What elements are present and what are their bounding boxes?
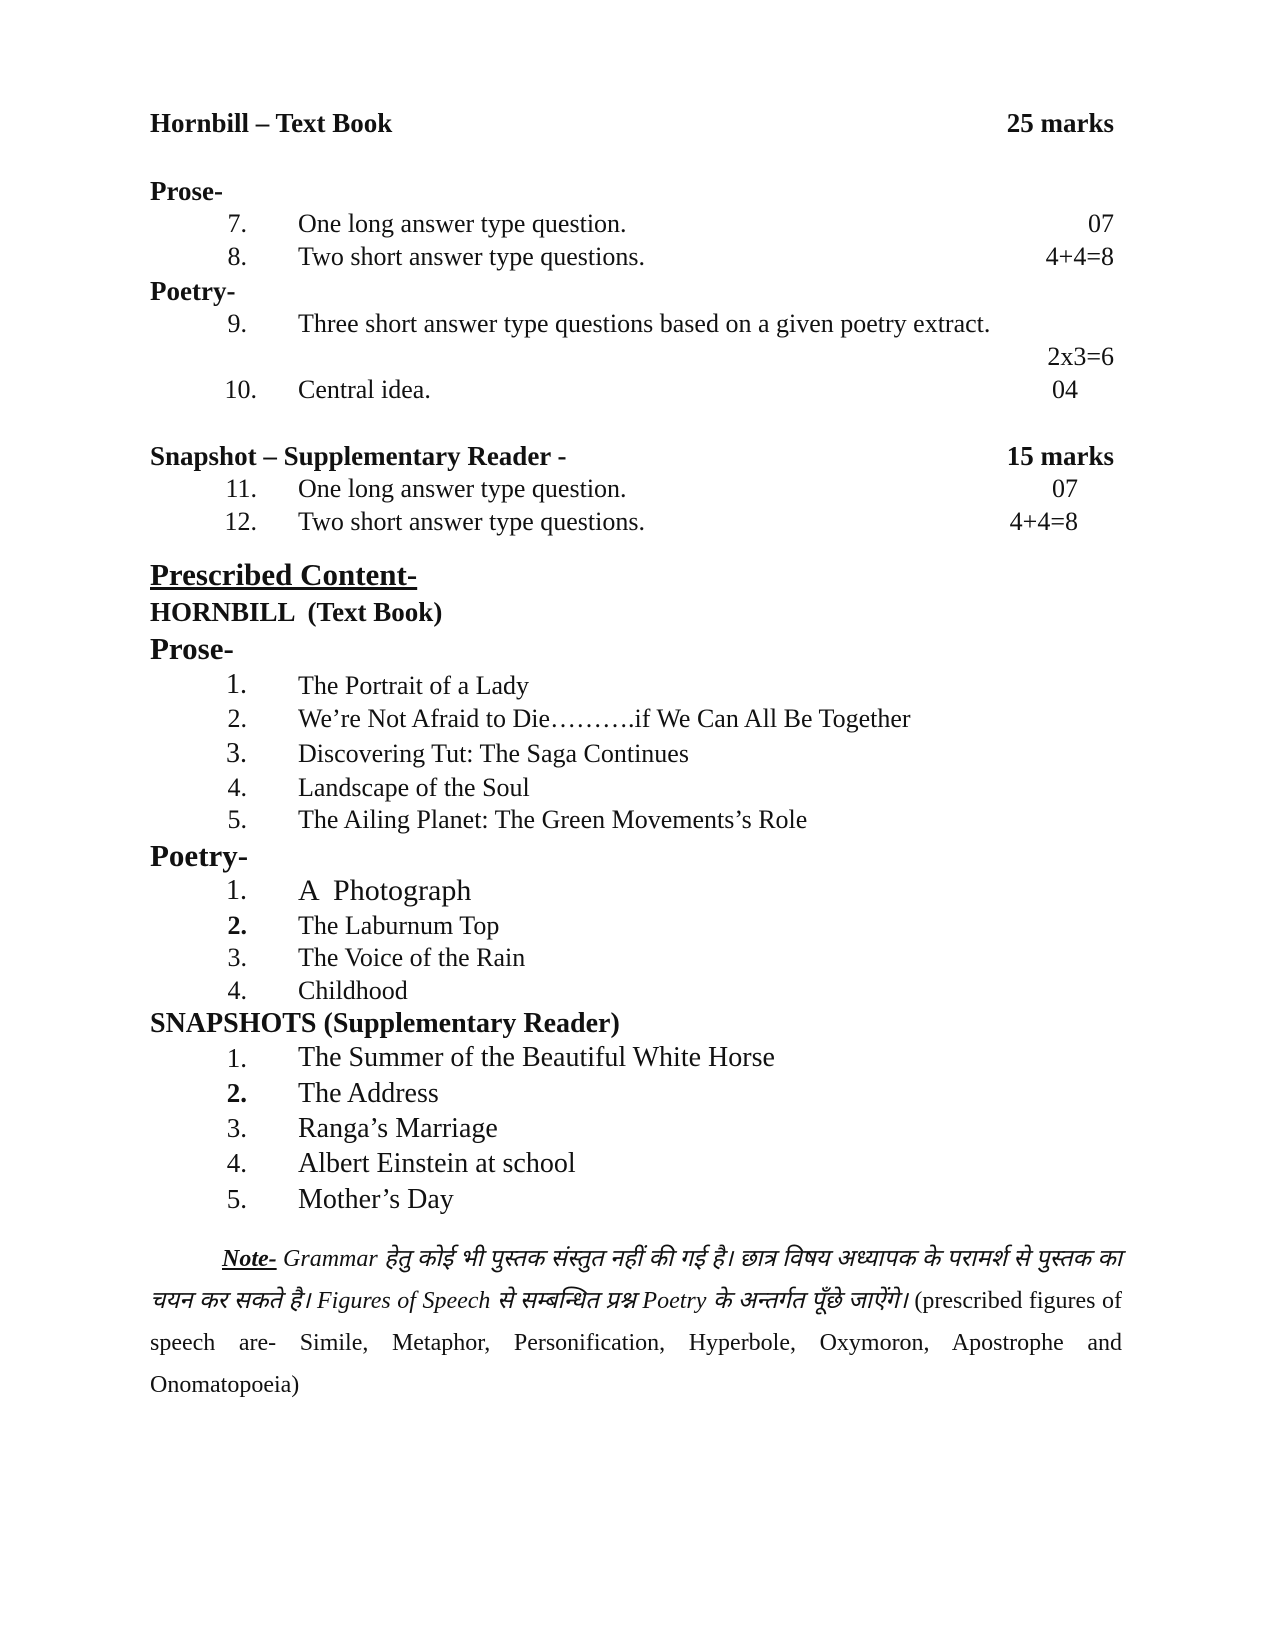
question-number: 10. bbox=[224, 375, 257, 404]
list-item: Landscape of the Soul bbox=[298, 773, 530, 802]
poetry-heading: Poetry- bbox=[150, 838, 249, 873]
prose-marks-label: Prose- bbox=[150, 176, 223, 206]
list-item: The Portrait of a Lady bbox=[298, 671, 530, 700]
list-item: The Summer of the Beautiful White Horse bbox=[298, 1042, 775, 1073]
snapshots-heading: SNAPSHOTS (Supplementary Reader) bbox=[150, 1008, 620, 1039]
snapshot-marks-title: Snapshot – Supplementary Reader - bbox=[150, 441, 567, 471]
list-number: 3. bbox=[227, 943, 247, 972]
prose-heading: Prose- bbox=[150, 631, 234, 666]
list-item: Childhood bbox=[298, 976, 408, 1005]
list-number: 1. bbox=[226, 875, 247, 906]
note-text: Poetry bbox=[642, 1288, 707, 1314]
prescribed-content-heading: Prescribed Content- bbox=[150, 557, 418, 592]
list-number: 3. bbox=[226, 738, 247, 769]
note-text: Figures of Speech bbox=[317, 1288, 491, 1314]
list-item: Discovering Tut: The Saga Continues bbox=[298, 739, 689, 768]
hornbill-marks-total: 25 marks bbox=[1006, 108, 1114, 138]
list-item: A Photograph bbox=[298, 874, 472, 907]
question-marks: 07 bbox=[1088, 209, 1114, 238]
list-number: 5. bbox=[227, 805, 247, 834]
question-number: 9. bbox=[227, 309, 247, 338]
list-number: 2. bbox=[226, 1078, 247, 1108]
note-text: से सम्बन्धित प्रश्न bbox=[496, 1288, 636, 1314]
question-text: Three short answer type questions based on a given poetry extract. bbox=[298, 309, 991, 338]
question-text: Two short answer type questions. bbox=[298, 507, 645, 536]
grammar-note bbox=[150, 1238, 1122, 1406]
question-text: Two short answer type questions. bbox=[298, 242, 645, 271]
list-item: Albert Einstein at school bbox=[298, 1148, 576, 1179]
question-number: 8. bbox=[227, 242, 247, 271]
list-number: 1. bbox=[226, 669, 247, 700]
list-item: The Address bbox=[298, 1078, 439, 1109]
note-label: Note- bbox=[222, 1246, 277, 1272]
list-number: 4. bbox=[226, 1148, 247, 1178]
hornbill-marks-title: Hornbill – Text Book bbox=[150, 108, 393, 138]
list-item: Ranga’s Marriage bbox=[298, 1113, 498, 1144]
list-number: 4. bbox=[227, 976, 247, 1005]
question-marks: 04 bbox=[1052, 375, 1078, 404]
question-marks: 4+4=8 bbox=[1045, 242, 1114, 271]
question-text: Central idea. bbox=[298, 375, 431, 404]
list-item: The Ailing Planet: The Green Movements’s Role bbox=[298, 805, 808, 834]
list-item: The Laburnum Top bbox=[298, 911, 500, 940]
question-marks: 4+4=8 bbox=[1009, 507, 1078, 536]
question-text: One long answer type question. bbox=[298, 474, 627, 503]
question-marks: 2x3=6 bbox=[1047, 342, 1114, 371]
note-text: (prescribed figures of speech are- Simile, Metaphor, Personification, Hyperbole, Oxymoron, Apostrophe and Onomatopoeia) bbox=[150, 1288, 1123, 1398]
question-text: One long answer type question. bbox=[298, 209, 627, 238]
list-number: 3. bbox=[226, 1113, 247, 1143]
question-number: 12. bbox=[224, 507, 257, 536]
list-item: We’re Not Afraid to Die……….if We Can All Be Together bbox=[298, 704, 911, 733]
question-marks: 07 bbox=[1052, 474, 1078, 503]
list-number: 2. bbox=[227, 704, 247, 733]
question-number: 7. bbox=[227, 209, 247, 238]
list-number: 5. bbox=[226, 1184, 247, 1214]
note-text: के अन्तर्गत पूँछे जाऐंगे। bbox=[712, 1288, 908, 1314]
snapshot-marks-total: 15 marks bbox=[1006, 441, 1114, 471]
list-item: The Voice of the Rain bbox=[298, 943, 526, 972]
list-number: 1. bbox=[226, 1043, 247, 1073]
poetry-marks-label: Poetry- bbox=[150, 276, 236, 306]
list-item: Mother’s Day bbox=[298, 1184, 454, 1215]
hornbill-heading: HORNBILL (Text Book) bbox=[150, 597, 443, 627]
list-number: 2. bbox=[227, 911, 247, 940]
note-text: Grammar bbox=[283, 1246, 378, 1272]
note-text: हेतु कोई भी पुस्तक संस्तुत नहीं की गई है। छात्र विषय अध्यापक के परामर्श से पुस्तक का चयन कर सकते है। bbox=[150, 1246, 1122, 1314]
list-number: 4. bbox=[227, 773, 247, 802]
question-number: 11. bbox=[225, 474, 257, 503]
